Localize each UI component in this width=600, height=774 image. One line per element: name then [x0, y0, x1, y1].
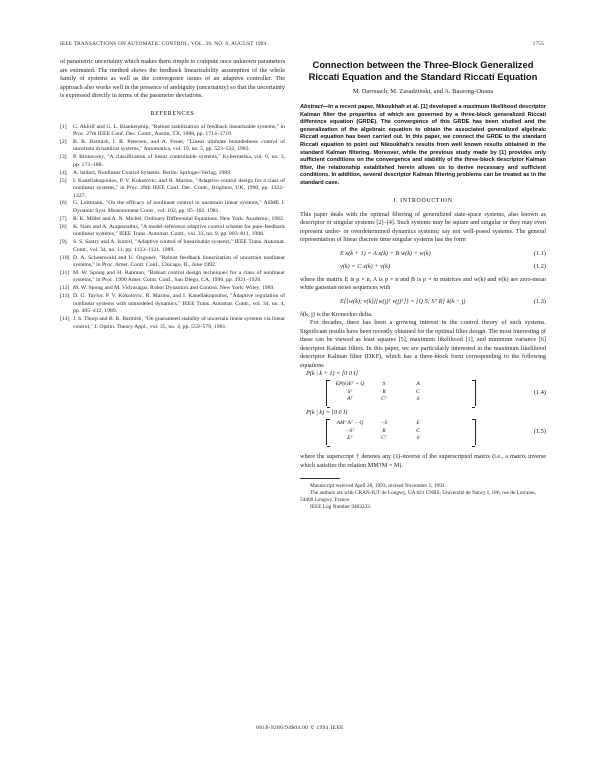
reference-text: M. W. Spong and M. Vidyasagar, Robot Dynamics and Control. New York: Wiley, 1989. [73, 285, 275, 292]
reference-number: [13] [60, 293, 70, 300]
matrix-cell: Sᵀ [347, 388, 353, 395]
equation-1-5-cells [327, 419, 475, 444]
reference-number: [11] [60, 269, 70, 276]
matrix-cell [435, 428, 469, 436]
equation-1-1-number: (1.1) [533, 249, 546, 257]
equation-1-4 [300, 370, 546, 409]
matrix-cell: 0 [416, 435, 420, 442]
matrix-cell: C [416, 388, 420, 395]
reference-text: B. R. Barmish, I. R. Petersen, and A. Feuer, "Linear ultimate boundedness control of uncertain dynamical systems," Automatica, vol. 19, no. 5, pp. 523–532, 1983. [73, 138, 285, 153]
matrix-cell: EP(k)Eᵀ + Q [335, 381, 365, 388]
reference-number: [10] [60, 254, 70, 261]
title-line-2: Riccati Equation and the Standard Riccati Equation [308, 70, 538, 82]
equation-1-1 [300, 250, 546, 257]
reference-item [60, 200, 285, 215]
matrix-cell: Cᵀ [381, 435, 387, 442]
intro-paragraph-5: where the superscript † denotes any (1)-inverse of the superscripted matrix (i.e., a matrix inverse which satisfies the relation MM†M = M). [300, 453, 546, 469]
reference-number: [6] [60, 200, 67, 207]
intro-paragraph-3: δ(k, j) is the Kronecker delta. [300, 310, 373, 318]
author-list: M. Darouach, M. Zasadzinski, and A. Bassong-Onana [352, 88, 494, 95]
reference-item [60, 255, 285, 270]
reference-number: [12] [60, 285, 70, 292]
equation-1-5-lhs: P(k | k) = [0 0 I] [306, 409, 348, 417]
matrix-cell: R [382, 427, 386, 434]
equation-1-2-body: y(k) = C x(k) + v(k) [340, 262, 390, 270]
issn-footer: 0018-9286/94$04.00 © 1994 IEEE [256, 725, 344, 731]
equation-1-4-lhs: P(k | k + 1) = [0 0 I] [306, 370, 358, 378]
reference-text: I. Kanellakopoulos, P. V. Kokotovic, and R. Marino, "Adaptive control design for a class of nonlinear systems," in Proc. 29th IEEE Conf. Dec. Contr., Brighton, UK, 1990, pp. 1322–1327. [73, 177, 285, 199]
intro-paragraph-4: For decades, there has been a growing interest in the control theory of such systems. Significant results have been recently obtained for the optimal filter design. The most interesting of these can be viewed as least squares [5], maximum likelihood [1], and minimum variance [6] descriptor Kalman filters. In this paper, we are particularly interested in the maximum likelihood descriptor Kalman filter (DKF), which has a three-block form corresponding to the following equations [300, 319, 546, 369]
matrix-cell: A [416, 381, 420, 388]
abstract-label: Abstract— [300, 104, 329, 110]
reference-item [60, 124, 285, 139]
reference-text: D. G. Taylor, P. V. Kokotovic, R. Marino, and I. Kanellakopoulos, "Adaptive regulation of nonlinear systems with unmodeled dynamics," IEEE Trans. Automat. Contr., vol. 34, no. 4, pp. 405–412, 1989. [73, 293, 285, 315]
matrix-cell: S [382, 381, 386, 388]
matrix-cell: Cᵀ [381, 396, 387, 403]
equation-1-4-number: (1.4) [533, 389, 546, 397]
title-line-1: Connection between the Three-Block Generalized [312, 59, 534, 70]
reference-number: [5] [60, 177, 67, 184]
reference-text: J. S. Thorp and B. R. Barmish, "On guaranteed stability of uncertain linear systems via linear control," J. Optim. Theory Appl., vol. 35, no. 4, pp. 559–579, 1981. [73, 316, 285, 330]
matrix-cell [435, 381, 469, 389]
reference-text: R. K. Miller and A. N. Michel, Ordinary Differential Equations. New York: Academic, 1982. [73, 215, 285, 222]
reference-text: M. W. Spong and H. Rahman, "Robust control design techniques for a class of nonlinear systems," in Proc. 1990 Amer. Contr. Conf., San Diego, CA, 1990, pp. 1921–1926. [73, 269, 285, 284]
reference-item [60, 224, 285, 239]
reference-text: A. Isidori, Nonlinear Control Systems. Berlin: Springer-Verlag, 1989. [73, 169, 232, 176]
reference-item [60, 139, 285, 154]
matrix-cell: E [416, 420, 420, 427]
footnote-log-number: IEEE Log Number 9403233. [310, 504, 372, 511]
matrix-cell [435, 420, 469, 428]
matrix-cell [435, 435, 469, 443]
matrix-cell [435, 396, 469, 404]
equation-1-3-number: (1.3) [533, 297, 546, 305]
matrix-cell: AM⁻Aᵀ − Q [336, 420, 364, 427]
reference-item [60, 178, 285, 201]
paper-title [300, 59, 546, 82]
matrix-cell: Eᵀ [347, 435, 353, 442]
matrix-cell: Aᵀ [347, 396, 353, 403]
intro-paragraph-2: where the matrix E is p × n, A is p × n and B is p × m matrices and w(k) and v(k) are zero-mean white gaussian noise sequences with [300, 275, 546, 292]
reference-item [60, 239, 285, 254]
matrix-cell: −Sᵀ [345, 427, 355, 434]
reference-number: [4] [60, 169, 67, 176]
reference-item [60, 285, 285, 293]
equation-1-2 [300, 263, 546, 270]
reference-number: [1] [60, 123, 67, 130]
reference-text: G. Akhrif and G. L. Blankenship, "Robust stabilization of feedback linearizable systems," in Proc. 27th IEEE Conf. Dec. Contr., Austin, TX, 1988, pp. 1714–1719. [73, 123, 285, 137]
matrix-cell: R [382, 388, 386, 395]
reference-item [60, 154, 285, 169]
conclusion-paragraph: of parametric uncertainty which makes them simple to compute once unknown parameters are estimated. The method shows the feedback linearizability assumption of the whole family of systems as well as the convergence issues of an adaptive controller. The approach also works well in the presence of ambiguity (uncertainty) so that the uncertainty is expressed directly in terms of the parameter deviations. [60, 58, 285, 99]
matrix-cell: −S [380, 420, 388, 427]
reference-item [60, 293, 285, 316]
reference-number: [9] [60, 239, 67, 246]
equation-1-5-number: (1.5) [533, 428, 546, 436]
reference-text: K. Nam and A. Arapostathis, "A model-reference adaptive control scheme for pure-feedback nonlinear systems," IEEE Trans. Automat. Contr., vol. 33, no. 9, pp. 803–811, 1988. [73, 223, 285, 238]
references-list [60, 124, 285, 332]
equation-1-3-body: E{[w(k); v(k)][w(j)ᵀ v(j)ᵀ]} = [Q S; Sᵀ R] δ(k − j) [340, 297, 466, 305]
equation-1-4-matrix [326, 380, 476, 406]
footnote-affiliation: The authors are with CRAN-IUT de Longwy, UA 821 CNRS, Université de Nancy I, 186, rue de Lorraine, 54400 Longwy, France. [300, 490, 537, 504]
matrix-cell: 0 [416, 396, 420, 403]
equation-1-2-number: (1.2) [533, 262, 546, 270]
footnote-divider [300, 478, 340, 479]
equation-1-3 [300, 298, 546, 305]
reference-number: [8] [60, 223, 67, 230]
reference-text: S. S. Sastry and A. Isidori, "Adaptive control of linearizable systems," IEEE Trans. Automat. Contr., vol. 34, no. 11, pp. 1123–1131, 1989. [73, 239, 285, 253]
abstract [300, 104, 546, 188]
reference-number: [2] [60, 138, 67, 145]
equation-1-5-matrix [326, 419, 476, 445]
abstract-text: In a recent paper, Nikoukhah et al. [1] developed a maximum likelihood descriptor Kalman filter the properties of which are governed by a three-block generalized Riccati difference equation (GRDE). The convergence of this GRDE has been studied and the generalization of the algebraic equation to obtain the associated generalized algebraic Riccati equation has been carried out. In this paper, we connect the GRDE to the standard Riccati equation to point out Nikoukhah's results from well known results obtained in the standard Kalman filtering. Moreover, while the previous study made by [1] provides only sufficient conditions on the convergence and stability of the three-block descriptor Kalman filter, the relationship established herein allows us to derive necessary and sufficient conditions. In addition, several descriptor Kalman filtering problems can be treated as in the standard case. [300, 104, 546, 186]
references-heading: REFERENCES [150, 110, 195, 117]
reference-text: G. Leitmann, "On the efficacy of nonlinear control in uncertain linear systems," ASME J. Dynamic Syst. Measurement Contr., vol. 102, pp. 95–102, 1981. [73, 200, 285, 214]
running-header [60, 41, 544, 47]
equation-1-5 [300, 409, 546, 448]
reference-number: [3] [60, 154, 67, 161]
matrix-cell: C [416, 427, 420, 434]
reference-text: D. A. Schoenwald and U. Ozguner, "Robust feedback linearization of uncertain nonlinear systems," in Proc. Amer. Contr. Conf., Chicago, IL, June 1992. [73, 254, 285, 269]
intro-paragraph-1: This paper deals with the optimal filtering of generalized state-space systems, also known as descriptor or singular systems [2]–[4]. Such systems may be square and singular or they may even represent under- or overdetermined dynamics systems; say not well-posed systems. The general representation of linear discrete time singular systems has the form [300, 210, 546, 244]
reference-number: [7] [60, 215, 67, 222]
reference-item [60, 316, 285, 331]
reference-item [60, 216, 285, 224]
reference-number: [14] [60, 316, 70, 323]
introduction-heading: I. INTRODUCTION [393, 197, 453, 204]
equation-1-4-cells [327, 380, 475, 405]
journal-line: IEEE TRANSACTIONS ON AUTOMATIC CONTROL, VOL. 39, NO. 8, AUGUST 1994 [60, 41, 267, 47]
left-column [60, 58, 285, 331]
matrix-cell [435, 389, 469, 397]
page-number: 1755 [532, 41, 544, 47]
reference-item [60, 270, 285, 285]
reference-item [60, 170, 285, 178]
equation-1-1-body: E x(k + 1) = A x(k) + B w(k) + w(k) [340, 249, 431, 257]
reference-text: P. Brunovsky, "A classification of linear controllable systems," Kybernetika, vol. 6, no. 3, pp. 173–188. [73, 154, 285, 168]
footnote-received: Manuscript received April 28, 1993; revised November 5, 1993. [310, 483, 446, 490]
right-column [300, 58, 546, 511]
